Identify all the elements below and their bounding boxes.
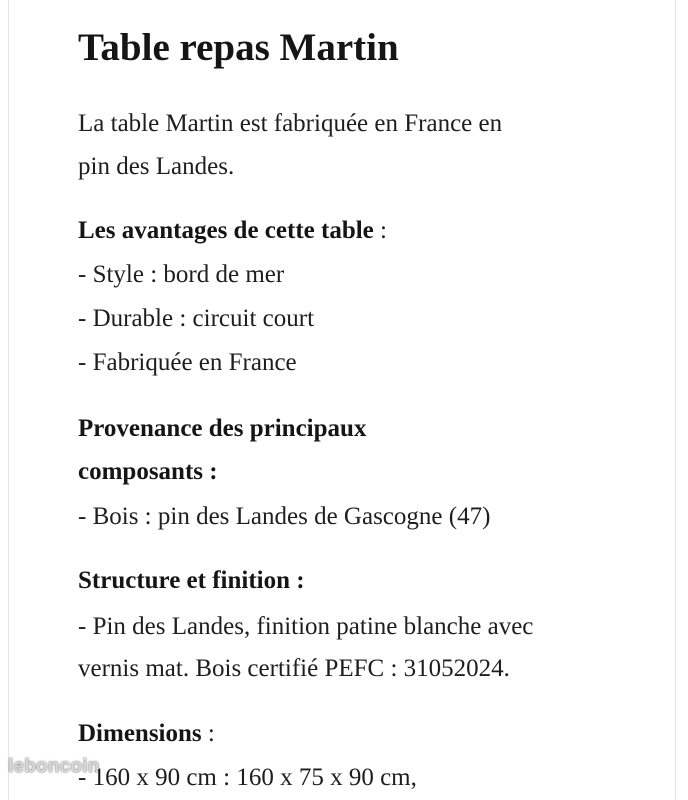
advantages-heading-suffix: : (373, 217, 387, 244)
structure-line-1: - Pin des Landes, finition patine blanche avec (78, 613, 534, 640)
origin-heading-text-2: composants : (78, 458, 218, 485)
structure-line-2: vernis mat. Bois certifié PEFC : 31052024. (78, 655, 510, 682)
list-item-wood: - Bois : pin des Landes de Gascogne (47) (78, 503, 491, 530)
origin-heading-text-1: Provenance des principaux (78, 415, 367, 442)
structure-heading (78, 563, 305, 599)
list-item-made-in-france: - Fabriquée en France (78, 349, 297, 376)
dimensions-heading (78, 716, 215, 752)
structure-heading-text: Structure et finition : (78, 567, 305, 594)
intro-line-1: La table Martin est fabriquée en France en (78, 110, 503, 137)
origin-heading-line-2 (78, 454, 218, 490)
origin-heading-line-1 (78, 411, 366, 447)
advantages-heading-text: Les avantages de cette table (78, 217, 374, 244)
page-title: Table repas Martin (78, 26, 399, 69)
list-item-style: - Style : bord de mer (78, 261, 285, 288)
dimensions-heading-text: Dimensions (78, 720, 202, 747)
dimensions-line-1: - 160 x 90 cm : 160 x 75 x 90 cm, (78, 764, 417, 791)
dimensions-heading-suffix: : (201, 720, 215, 747)
list-item-durable: - Durable : circuit court (78, 305, 315, 332)
advantages-heading (78, 213, 387, 249)
leboncoin-watermark: leboncoin (8, 756, 100, 777)
intro-line-2: pin des Landes. (78, 153, 235, 180)
